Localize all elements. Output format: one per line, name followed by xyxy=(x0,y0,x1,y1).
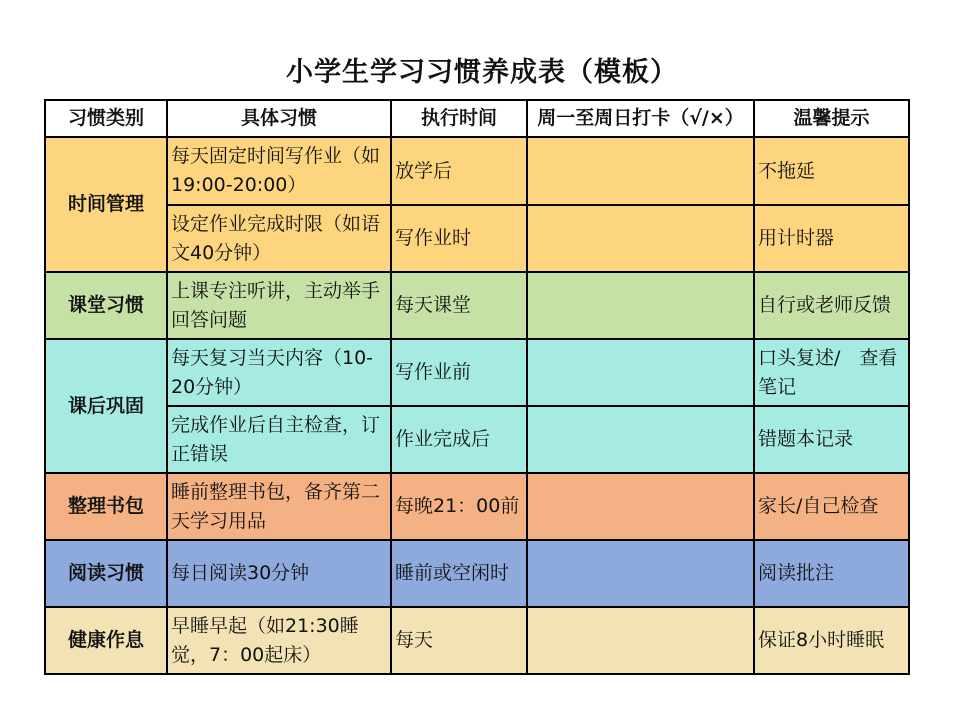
page-title: 小学生学习习惯养成表（模板） xyxy=(286,57,678,88)
header-category: 习惯类别 xyxy=(45,100,167,137)
habit-cell: 睡前整理书包，备齐第二天学习用品 xyxy=(167,473,391,540)
checkin-cell[interactable] xyxy=(527,339,754,406)
header-tip: 温馨提示 xyxy=(754,100,909,137)
checkin-cell[interactable] xyxy=(527,607,754,674)
checkin-cell[interactable] xyxy=(527,540,754,607)
header-row xyxy=(45,100,909,137)
table-row xyxy=(45,272,909,339)
category-cell: 课后巩固 xyxy=(45,339,167,473)
tip-cell: 不拖延 xyxy=(754,137,909,205)
time-cell: 每天 xyxy=(391,607,527,674)
time-cell: 每晚21：00前 xyxy=(391,473,527,540)
checkin-cell[interactable] xyxy=(527,406,754,473)
tip-cell: 家长/自己检查 xyxy=(754,473,909,540)
table-row xyxy=(45,339,909,406)
table-row xyxy=(45,137,909,205)
checkin-cell[interactable] xyxy=(527,272,754,339)
header-checkin: 周一至周日打卡（√/×） xyxy=(527,100,754,137)
habit-cell: 每日阅读30分钟 xyxy=(167,540,391,607)
tip-cell: 用计时器 xyxy=(754,205,909,272)
tip-cell: 错题本记录 xyxy=(754,406,909,473)
table-row xyxy=(45,540,909,607)
time-cell: 写作业前 xyxy=(391,339,527,406)
category-cell: 整理书包 xyxy=(45,473,167,540)
habit-cell: 设定作业完成时限（如语文40分钟） xyxy=(167,205,391,272)
checkin-cell[interactable] xyxy=(527,137,754,205)
tip-cell: 阅读批注 xyxy=(754,540,909,607)
time-cell: 放学后 xyxy=(391,137,527,205)
category-cell: 阅读习惯 xyxy=(45,540,167,607)
table-row xyxy=(45,406,909,473)
habit-cell: 上课专注听讲，主动举手回答问题 xyxy=(167,272,391,339)
habit-cell: 完成作业后自主检查，订正错误 xyxy=(167,406,391,473)
table-row xyxy=(45,473,909,540)
checkin-cell[interactable] xyxy=(527,473,754,540)
time-cell: 每天课堂 xyxy=(391,272,527,339)
tip-cell: 保证8小时睡眠 xyxy=(754,607,909,674)
header-time: 执行时间 xyxy=(391,100,527,137)
table-row xyxy=(45,205,909,272)
habit-cell: 每天固定时间写作业（如19:00-20:00） xyxy=(167,137,391,205)
category-cell: 课堂习惯 xyxy=(45,272,167,339)
time-cell: 睡前或空闲时 xyxy=(391,540,527,607)
header-habit: 具体习惯 xyxy=(167,100,391,137)
habit-cell: 每天复习当天内容（10-20分钟） xyxy=(167,339,391,406)
table-row xyxy=(45,607,909,674)
checkin-cell[interactable] xyxy=(527,205,754,272)
tip-cell: 自行或老师反馈 xyxy=(754,272,909,339)
category-cell: 健康作息 xyxy=(45,607,167,674)
habit-cell: 早睡早起（如21:30睡觉，7：00起床） xyxy=(167,607,391,674)
habit-table xyxy=(44,99,910,675)
time-cell: 作业完成后 xyxy=(391,406,527,473)
tip-cell: 口头复述/ 查看笔记 xyxy=(754,339,909,406)
time-cell: 写作业时 xyxy=(391,205,527,272)
category-cell: 时间管理 xyxy=(45,137,167,272)
